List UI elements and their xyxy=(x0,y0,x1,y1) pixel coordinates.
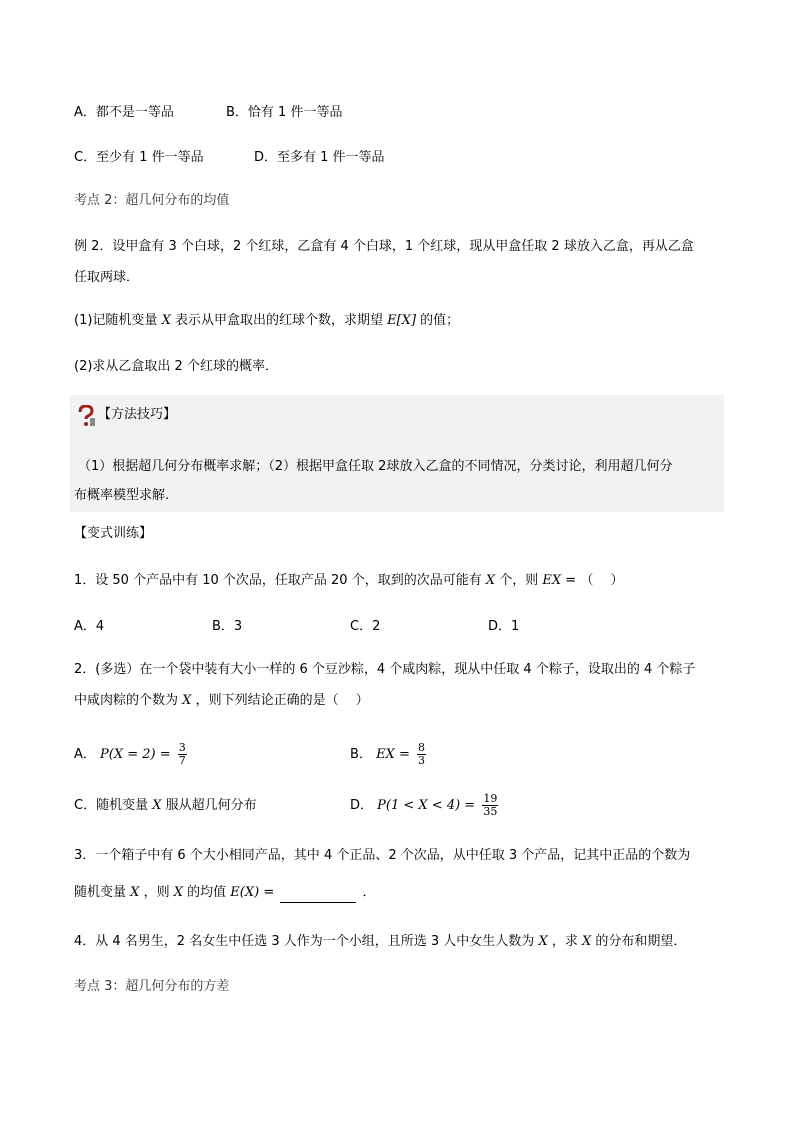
var-x: X xyxy=(130,885,140,900)
denominator: 35 xyxy=(483,805,498,818)
q2-option-c-post: 服从超几何分布 xyxy=(165,798,257,813)
variant-training-title: 【变式训练】 xyxy=(74,526,153,541)
q1-stem-mid: 个，则 xyxy=(499,573,539,588)
q3-line1: 3．一个箱子中有 6 个大小相同产品，其中 4 个正品、2 个次品，从中任取 3 个产品，记其中正品的个数为 xyxy=(74,848,691,863)
var-x: X xyxy=(582,934,592,949)
method-tips-line1: （1）根据超几何分布概率求解；（2）根据甲盒任取 2球放入乙盒的不同情况，分类讨论，利用超几何分 xyxy=(78,459,673,474)
q4-mid: ，求 xyxy=(551,934,578,949)
q4-post: 的分布和期望． xyxy=(595,934,687,949)
var-x: X xyxy=(182,693,192,708)
method-tips-line2: 布概率模型求解. xyxy=(74,488,170,503)
var-x: X xyxy=(538,934,548,949)
method-tips-title: 【方法技巧】 xyxy=(98,407,177,422)
q3-line2-mid: ，则 xyxy=(143,885,170,900)
example2-part1 xyxy=(74,311,459,331)
q1-option-d: D．1 xyxy=(488,619,520,634)
q2-option-a xyxy=(74,740,187,770)
option-c: C．至少有 1 件一等品 xyxy=(74,150,204,165)
question-mark-icon xyxy=(76,405,96,431)
answer-blank[interactable] xyxy=(280,888,356,903)
q2-line2 xyxy=(74,691,369,711)
q1-stem-pre: 1．设 50 个产品中有 10 个次品，任取产品 20 个，取到的次品可能有 xyxy=(74,573,482,588)
example2-line2: 任取两球． xyxy=(74,270,140,285)
var-x: X xyxy=(485,573,496,588)
var-x: X xyxy=(152,798,162,813)
q1-option-c: C．2 xyxy=(350,619,381,634)
ex-expr: EX xyxy=(542,573,562,588)
expectation-expr: E(X) xyxy=(230,885,260,900)
q1-stem-post: = （ ） xyxy=(561,573,624,588)
example2-part2: (2)求从乙盒取出 2 个红球的概率． xyxy=(74,359,278,374)
option-label: B． xyxy=(350,747,372,762)
option-label: D． xyxy=(350,798,374,813)
part1-mid: 表示从甲盒取出的红球个数，求期望 xyxy=(174,313,383,328)
q1-stem xyxy=(74,571,623,591)
q3-line2-post: ． xyxy=(362,885,376,900)
numerator: 3 xyxy=(178,741,186,754)
option-d: D．至多有 1 件一等品 xyxy=(254,150,385,165)
q1-option-b: B．3 xyxy=(212,619,243,634)
q1-option-a: A．4 xyxy=(74,619,105,634)
method-tips-box xyxy=(70,395,724,512)
equals-sign: = xyxy=(263,885,275,900)
q2-line1: 2．(多选）在一个袋中装有大小一样的 6 个豆沙粽，4 个咸肉粽，现从中任取 4 个粽子，设取出的 4 个粽子 xyxy=(74,662,696,677)
expectation-expr: EX = xyxy=(376,747,410,762)
section-heading-kaodian3: 考点 3：超几何分布的方差 xyxy=(74,979,230,994)
option-b: B．恰有 1 件一等品 xyxy=(226,105,343,120)
part1-post: 的值； xyxy=(420,313,460,328)
fraction xyxy=(482,793,498,818)
denominator: 7 xyxy=(178,754,186,767)
probability-expr: P(X = 2) = xyxy=(100,747,171,762)
q4-pre: 4．从 4 名男生，2 名女生中任选 3 人作为一个小组，且所选 3 人中女生人数为 xyxy=(74,934,535,949)
var-x: X xyxy=(161,313,171,328)
section-heading-kaodian2: 考点 2：超几何分布的均值 xyxy=(74,193,230,208)
var-x: X xyxy=(173,885,183,900)
probability-expr: P(1 < X < 4) = xyxy=(377,798,476,813)
part1-pre: (1)记随机变量 xyxy=(74,313,158,328)
option-a: A．都不是一等品 xyxy=(74,105,174,120)
denominator: 3 xyxy=(417,754,425,767)
numerator: 19 xyxy=(483,792,498,805)
q2-option-b xyxy=(350,740,426,770)
q2-option-d xyxy=(350,791,498,821)
q3-line2-pre: 随机变量 xyxy=(74,885,127,900)
fraction xyxy=(178,742,187,767)
q3-line2 xyxy=(74,883,376,903)
q2-option-c xyxy=(74,796,257,816)
option-label: A． xyxy=(74,747,96,762)
q2-option-c-pre: C．随机变量 xyxy=(74,798,149,813)
fraction xyxy=(417,742,426,767)
example2-line1: 例 2．设甲盒有 3 个白球，2 个红球，乙盒有 4 个白球，1 个红球，现从甲盒任取 2 球放入乙盒，再从乙盒 xyxy=(74,239,694,254)
q2-line2-pre: 中咸肉粽的个数为 xyxy=(74,693,179,708)
q2-line2-post: ，则下列结论正确的是（ ） xyxy=(195,693,369,708)
q4-stem xyxy=(74,932,686,952)
q3-line2-mid2: 的均值 xyxy=(187,885,227,900)
expectation-expr: E[X] xyxy=(387,313,417,328)
numerator: 8 xyxy=(417,741,425,754)
